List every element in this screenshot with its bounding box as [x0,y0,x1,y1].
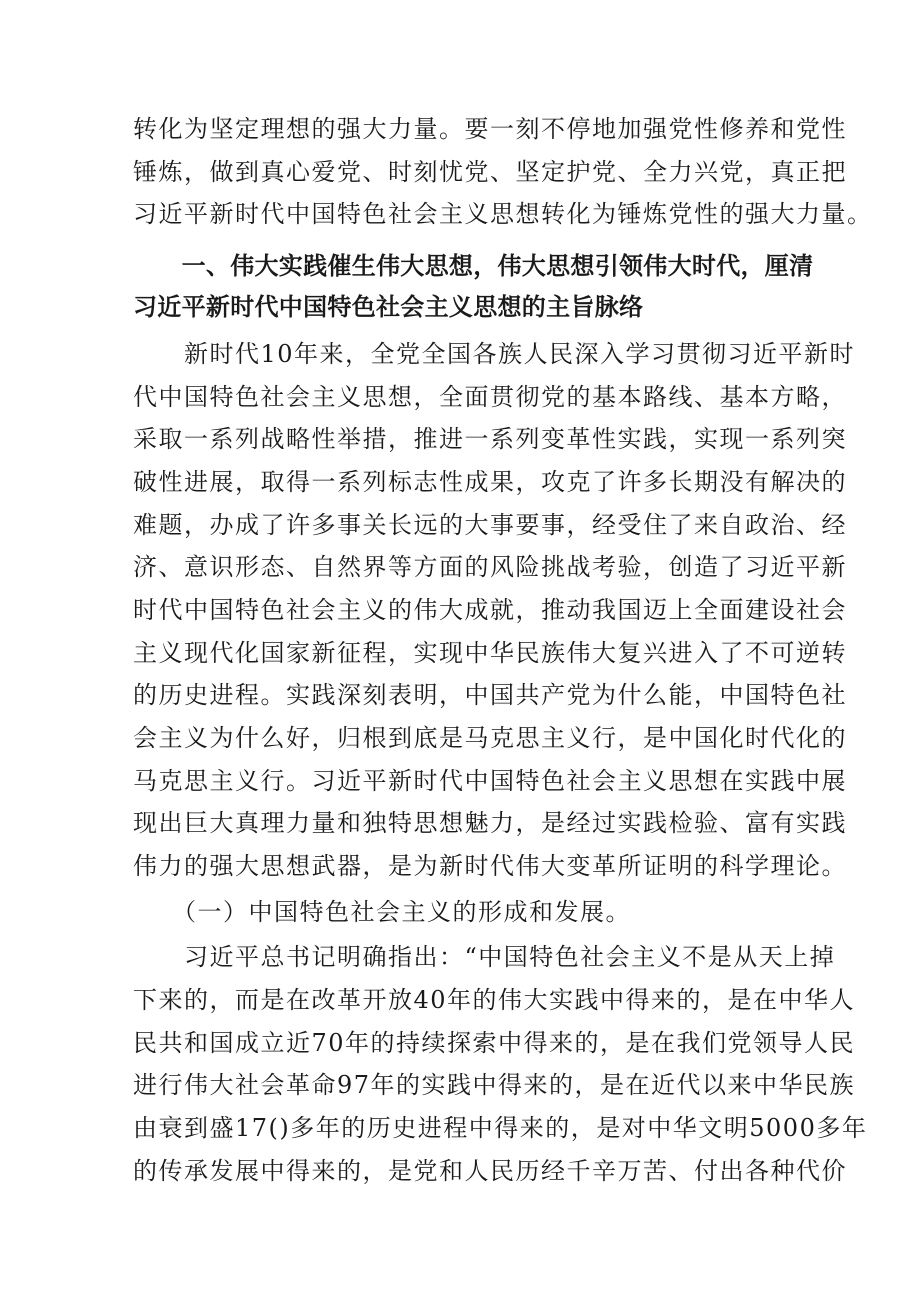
paragraph-line: 济、意识形态、自然界等方面的风险挑战考验，创造了习近平新 [133,553,847,581]
paragraph-line: 采取一系列战略性举措，推进一系列变革性实践，实现一系列突 [133,425,847,453]
paragraph-line: 由衰到盛17()多年的历史进程中得来的，是对中华文明5000多年 [133,1114,868,1142]
paragraph-line: 新时代10年来，全党全国各族人民深入学习贯彻习近平新时 [133,340,856,368]
paragraph-line: 破性进展，取得一系列标志性成果，攻克了许多长期没有解决的 [133,468,847,496]
section-heading: 一、伟大实践催生伟大思想，伟大思想引领伟大时代，厘清 [133,252,814,280]
paragraph-line: 现出巨大真理力量和独特思想魅力，是经过实践检验、富有实践 [133,809,847,837]
paragraph-line: 进行伟大社会革命97年的实践中得来的，是在近代以来中华民族 [133,1071,856,1099]
paragraph-line: 转化为坚定理想的强大力量。要一刻不停地加强党性修养和党性 [133,115,847,143]
paragraph-line: 会主义为什么好，归根到底是马克思主义行，是中国化时代化的 [133,724,847,752]
paragraph-line: 主义现代化国家新征程，实现中华民族伟大复兴进入了不可逆转 [133,639,847,667]
paragraph-line: 的历史进程。实践深刻表明，中国共产党为什么能，中国特色社 [133,681,847,709]
paragraph-line: 时代中国特色社会主义的伟大成就，推动我国迈上全面建设社会 [133,596,847,624]
section-heading: 习近平新时代中国特色社会主义思想的主旨脉络 [133,293,644,321]
paragraph-line: 马克思主义行。习近平新时代中国特色社会主义思想在实践中展 [133,767,847,795]
paragraph-line: 习近平总书记明确指出：“中国特色社会主义不是从天上掉 [133,943,836,971]
paragraph-line: 伟力的强大思想武器，是为新时代伟大变革所证明的科学理论。 [133,852,847,880]
paragraph-line: 民共和国成立近70年的持续探索中得来的，是在我们党领导人民 [133,1029,856,1057]
paragraph-line: 难题，办成了许多事关长远的大事要事，经受住了来自政治、经 [133,511,847,539]
paragraph-line: 下来的，而是在改革开放40年的伟大实践中得来的，是在中华人 [133,986,856,1014]
paragraph-line: 的传承发展中得来的，是党和人民历经千辛万苦、付出各种代价 [133,1157,847,1185]
paragraph-line: 代中国特色社会主义思想，全面贯彻党的基本路线、基本方略， [133,383,847,411]
subsection-heading: （一）中国特色社会主义的形成和发展。 [133,898,631,926]
paragraph-line: 锤炼，做到真心爱党、时刻忧党、坚定护党、全力兴党，真正把 [133,158,847,186]
paragraph-line: 习近平新时代中国特色社会主义思想转化为锤炼党性的强大力量。 [133,200,873,228]
